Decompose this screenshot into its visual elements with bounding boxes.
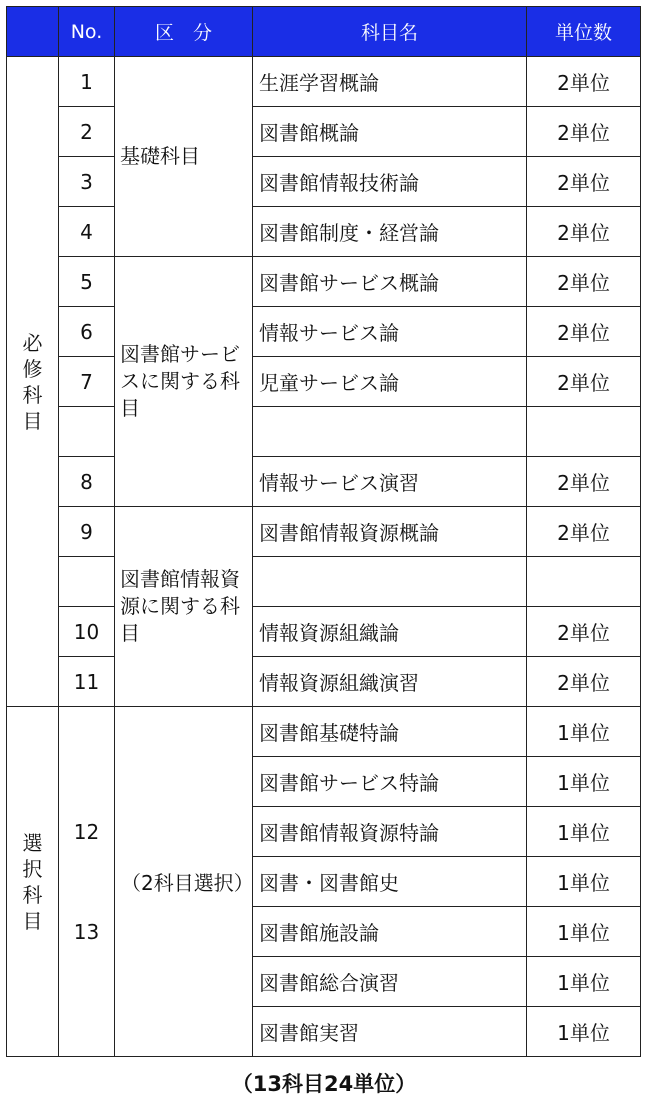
- elective-no: 13: [73, 919, 100, 944]
- subject-cell: 図書館制度・経営論: [253, 207, 527, 257]
- credits-cell: 1単位: [527, 957, 641, 1007]
- category-label: 図書館サービスに関する科目: [120, 342, 240, 420]
- subject-cell: 図書館実習: [253, 1007, 527, 1057]
- category-cell: [115, 57, 253, 257]
- section-elective-label: 選 択 科 目: [22, 830, 43, 933]
- elective-no: 12: [73, 819, 100, 844]
- credits-cell: 1単位: [527, 857, 641, 907]
- credits-cell: 2単位: [527, 507, 641, 557]
- table-row: [7, 307, 641, 357]
- credits-cell: 2単位: [527, 107, 641, 157]
- table-row: [7, 557, 641, 607]
- table-row: [7, 157, 641, 207]
- header-credits: 単位数: [527, 7, 641, 57]
- subject-cell: 図書館サービス概論: [253, 257, 527, 307]
- row-no: [59, 407, 115, 457]
- row-no: 10: [59, 607, 115, 657]
- table-row: [7, 607, 641, 657]
- subject-cell: 図書・図書館史: [253, 857, 527, 907]
- table-row: [7, 57, 641, 107]
- category-label: 基礎科目: [120, 144, 200, 168]
- header-category: 区 分: [115, 7, 253, 57]
- section-required-label: 必 修 科 目: [22, 330, 43, 433]
- credits-cell: [527, 407, 641, 457]
- row-no: 6: [59, 307, 115, 357]
- subject-cell: 情報資源組織演習: [253, 657, 527, 707]
- elective-nos: [59, 707, 115, 1057]
- row-no: 1: [59, 57, 115, 107]
- table-header-row: [7, 7, 641, 57]
- table-row: [7, 507, 641, 557]
- subject-cell: 図書館概論: [253, 107, 527, 157]
- curriculum-table: [6, 6, 641, 1057]
- credits-cell: [527, 557, 641, 607]
- credits-cell: 2単位: [527, 257, 641, 307]
- subject-cell: 児童サービス論: [253, 357, 527, 407]
- section-required: [7, 57, 59, 707]
- category-label: 図書館情報資源に関する科目: [120, 567, 240, 645]
- credits-cell: 2単位: [527, 207, 641, 257]
- subject-cell: 図書館情報資源概論: [253, 507, 527, 557]
- subject-cell: 図書館情報資源特論: [253, 807, 527, 857]
- subject-cell: [253, 557, 527, 607]
- credits-cell: 2単位: [527, 357, 641, 407]
- credits-cell: 1単位: [527, 907, 641, 957]
- total-summary: （13科目24単位）: [231, 1072, 417, 1096]
- table-row: [7, 457, 641, 507]
- credits-cell: 1単位: [527, 707, 641, 757]
- table-row: [7, 407, 641, 457]
- table-row: [7, 357, 641, 407]
- elective-note: （2科目選択）: [115, 707, 253, 1057]
- subject-cell: 図書館情報技術論: [253, 157, 527, 207]
- row-no: 11: [59, 657, 115, 707]
- credits-cell: 2単位: [527, 657, 641, 707]
- category-cell: [115, 507, 253, 707]
- row-no: 8: [59, 457, 115, 507]
- subject-cell: 図書館施設論: [253, 907, 527, 957]
- credits-cell: 1単位: [527, 757, 641, 807]
- row-no: 9: [59, 507, 115, 557]
- table-row: [7, 257, 641, 307]
- category-cell: [115, 257, 253, 507]
- row-no: 7: [59, 357, 115, 407]
- subject-cell: 情報サービス論: [253, 307, 527, 357]
- row-no: 3: [59, 157, 115, 207]
- subject-cell: 図書館基礎特論: [253, 707, 527, 757]
- subject-cell: 生涯学習概論: [253, 57, 527, 107]
- table-row: [7, 657, 641, 707]
- table-row: [7, 107, 641, 157]
- subject-cell: [253, 407, 527, 457]
- header-no: No.: [59, 7, 115, 57]
- row-no: 4: [59, 207, 115, 257]
- subject-cell: 情報資源組織論: [253, 607, 527, 657]
- credits-cell: 1単位: [527, 1007, 641, 1057]
- row-no: 2: [59, 107, 115, 157]
- credits-cell: 2単位: [527, 57, 641, 107]
- credits-cell: 1単位: [527, 807, 641, 857]
- subject-cell: 情報サービス演習: [253, 457, 527, 507]
- credits-cell: 2単位: [527, 157, 641, 207]
- section-elective: [7, 707, 59, 1057]
- header-subject: 科目名: [253, 7, 527, 57]
- credits-cell: 2単位: [527, 307, 641, 357]
- credits-cell: 2単位: [527, 457, 641, 507]
- row-no: [59, 557, 115, 607]
- subject-cell: 図書館サービス特論: [253, 757, 527, 807]
- row-no: 5: [59, 257, 115, 307]
- table-row: [7, 707, 641, 757]
- subject-cell: 図書館総合演習: [253, 957, 527, 1007]
- table-row: [7, 207, 641, 257]
- credits-cell: 2単位: [527, 607, 641, 657]
- header-section: [7, 7, 59, 57]
